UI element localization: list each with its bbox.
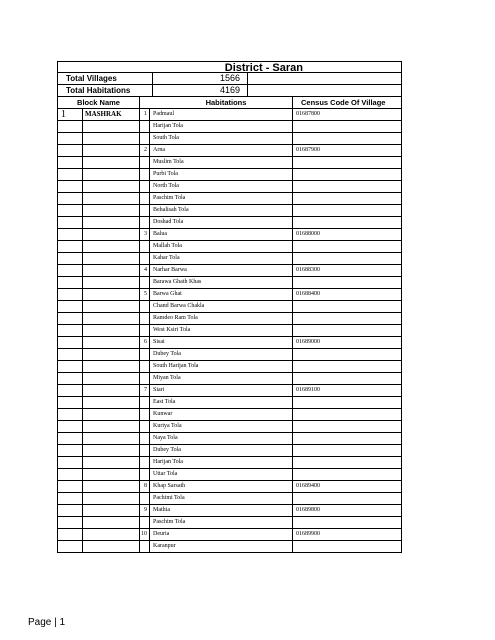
- row-number: [58, 397, 83, 408]
- census-code: 01688000: [296, 231, 320, 237]
- row-number: [58, 373, 83, 384]
- census-code: [293, 313, 401, 324]
- census-code: [293, 493, 401, 504]
- row-number: [58, 313, 83, 324]
- village-number: [140, 169, 150, 180]
- table-row: [57, 385, 402, 397]
- row-number: [58, 361, 83, 372]
- census-code: [293, 181, 401, 192]
- total-villages-label: Total Villages: [58, 73, 153, 84]
- header-block-name: Block Name: [58, 97, 140, 108]
- row-number: [58, 301, 83, 312]
- habitation-name: Behalisah Tola: [150, 205, 293, 216]
- village-number: 10: [140, 529, 150, 540]
- census-code: [293, 409, 401, 420]
- habitation-name: Dubey Tola: [150, 349, 293, 360]
- block-name: [83, 217, 140, 228]
- village-number: 7: [140, 385, 150, 396]
- village-number: [140, 373, 150, 384]
- row-number: [58, 529, 83, 540]
- village-number: [140, 433, 150, 444]
- table-row: [57, 157, 402, 169]
- village-number: [140, 409, 150, 420]
- habitation-table: [57, 61, 402, 553]
- table-row: [57, 121, 402, 133]
- table-body: [57, 109, 402, 553]
- block-name: [83, 253, 140, 264]
- block-name: [83, 325, 140, 336]
- village-number: 8: [140, 481, 150, 492]
- row-number: [58, 517, 83, 528]
- habitation-name: Harijan Tola: [150, 121, 293, 132]
- table-row: [57, 145, 402, 157]
- habitation-name: Ramdeo Ram Tola: [150, 313, 293, 324]
- census-code: [293, 169, 401, 180]
- block-name: [83, 337, 140, 348]
- row-number: [58, 193, 83, 204]
- village-number: 5: [140, 289, 150, 300]
- habitation-name: Karanpur: [150, 541, 293, 552]
- census-code: [293, 517, 401, 528]
- row-number: [58, 133, 83, 144]
- census-code: [293, 205, 401, 216]
- census-code: 01689400: [296, 483, 320, 489]
- census-code: [293, 433, 401, 444]
- total-habitations-value: 4169: [153, 85, 248, 96]
- habitation-name: Narhar Barwa: [150, 265, 293, 276]
- column-header-row: [57, 97, 402, 109]
- habitation-name: Mallah Tola: [150, 241, 293, 252]
- census-code: 01687800: [296, 111, 320, 117]
- census-code: [293, 193, 401, 204]
- table-row: [57, 169, 402, 181]
- village-number: [140, 133, 150, 144]
- census-code: 01689800: [296, 507, 320, 513]
- row-number: [58, 229, 83, 240]
- village-number: 4: [140, 265, 150, 276]
- block-name: [83, 433, 140, 444]
- block-name: [83, 385, 140, 396]
- habitation-name: Sisai: [150, 337, 293, 348]
- village-number: [140, 457, 150, 468]
- village-number: [140, 217, 150, 228]
- block-name: [83, 493, 140, 504]
- row-number: [58, 433, 83, 444]
- village-number: [140, 397, 150, 408]
- row-number: [58, 205, 83, 216]
- row-number: [58, 325, 83, 336]
- block-name: [83, 445, 140, 456]
- row-number: [58, 181, 83, 192]
- census-code: [293, 469, 401, 480]
- table-row: [57, 289, 402, 301]
- table-row: [57, 181, 402, 193]
- block-name: [83, 409, 140, 420]
- row-number: [58, 421, 83, 432]
- table-row: [57, 529, 402, 541]
- habitation-name: East Tola: [150, 397, 293, 408]
- habitation-name: Paschim Tola: [150, 193, 293, 204]
- habitation-name: Purbi Tola: [150, 169, 293, 180]
- summary-row-villages: [57, 73, 402, 85]
- census-code: 01689900: [296, 531, 320, 537]
- census-code: 01689100: [296, 387, 320, 393]
- row-number: 1: [58, 109, 83, 120]
- habitation-name: Paschim Tola: [150, 517, 293, 528]
- table-row: [57, 349, 402, 361]
- row-number: [58, 445, 83, 456]
- village-number: [140, 193, 150, 204]
- header-census-code: Census Code Of Village: [301, 98, 386, 107]
- census-code: [293, 541, 401, 552]
- row-number: [58, 469, 83, 480]
- habitation-name: Kuriya Tola: [150, 421, 293, 432]
- census-code: [293, 397, 401, 408]
- page-footer: Page | 1: [28, 617, 66, 628]
- row-number: [58, 349, 83, 360]
- village-number: [140, 181, 150, 192]
- habitation-name: Pachimi Tola: [150, 493, 293, 504]
- row-number: [58, 493, 83, 504]
- block-name: [83, 157, 140, 168]
- table-row: [57, 301, 402, 313]
- census-code: 01688400: [296, 291, 320, 297]
- block-name: [83, 289, 140, 300]
- habitation-name: Barawa Ghath Khas: [150, 277, 293, 288]
- table-row: [57, 445, 402, 457]
- table-row: [57, 241, 402, 253]
- village-number: [140, 313, 150, 324]
- village-number: [140, 421, 150, 432]
- village-number: 2: [140, 145, 150, 156]
- census-code: [293, 217, 401, 228]
- table-row: [57, 433, 402, 445]
- table-row: [57, 373, 402, 385]
- habitation-name: Dubey Tola: [150, 445, 293, 456]
- census-code: [293, 277, 401, 288]
- village-number: [140, 301, 150, 312]
- table-row: [57, 109, 402, 121]
- census-code: [293, 421, 401, 432]
- village-number: [140, 541, 150, 552]
- block-name: [83, 193, 140, 204]
- table-row: [57, 133, 402, 145]
- table-row: [57, 421, 402, 433]
- habitation-name: Barwa Ghat: [150, 289, 293, 300]
- block-name: [83, 517, 140, 528]
- village-number: [140, 205, 150, 216]
- table-row: [57, 457, 402, 469]
- row-number: [58, 265, 83, 276]
- block-name: [83, 421, 140, 432]
- block-name: [83, 349, 140, 360]
- block-name: [83, 205, 140, 216]
- census-code: [293, 133, 401, 144]
- summary-row-habitations: [57, 85, 402, 97]
- block-name: [83, 133, 140, 144]
- table-row: [57, 277, 402, 289]
- block-name: MASHRAK: [83, 109, 140, 120]
- row-number: [58, 409, 83, 420]
- village-number: 6: [140, 337, 150, 348]
- habitation-name: Kunwar: [150, 409, 293, 420]
- row-number: [58, 157, 83, 168]
- village-number: [140, 277, 150, 288]
- census-code: [293, 241, 401, 252]
- census-code: 01687900: [296, 147, 320, 153]
- habitation-name: Deuria: [150, 529, 293, 540]
- row-number: [58, 457, 83, 468]
- habitation-name: South Harijan Tola: [150, 361, 293, 372]
- table-row: [57, 217, 402, 229]
- table-row: [57, 313, 402, 325]
- row-number: [58, 121, 83, 132]
- village-number: [140, 121, 150, 132]
- table-row: [57, 541, 402, 553]
- row-number: [58, 385, 83, 396]
- village-number: [140, 493, 150, 504]
- village-number: 9: [140, 505, 150, 516]
- census-code: [293, 301, 401, 312]
- habitation-name: Miyan Tola: [150, 373, 293, 384]
- block-name: [83, 457, 140, 468]
- block-name: [83, 481, 140, 492]
- table-row: [57, 337, 402, 349]
- habitation-name: North Tola: [150, 181, 293, 192]
- table-row: [57, 253, 402, 265]
- habitation-name: Mathia: [150, 505, 293, 516]
- census-code: [293, 457, 401, 468]
- block-name: [83, 181, 140, 192]
- table-row: [57, 505, 402, 517]
- title-row: [57, 61, 402, 73]
- habitation-name: South Tola: [150, 133, 293, 144]
- table-row: [57, 469, 402, 481]
- habitation-name: Arna: [150, 145, 293, 156]
- block-name: [83, 229, 140, 240]
- block-name: [83, 361, 140, 372]
- block-name: [83, 241, 140, 252]
- census-code: 01689000: [296, 339, 320, 345]
- table-row: [57, 205, 402, 217]
- row-number: [58, 337, 83, 348]
- row-number: [58, 277, 83, 288]
- village-number: 3: [140, 229, 150, 240]
- village-number: [140, 157, 150, 168]
- district-title: District - Saran: [224, 62, 303, 72]
- census-code: [293, 361, 401, 372]
- block-name: [83, 529, 140, 540]
- census-code: [293, 349, 401, 360]
- census-code: 01688300: [296, 267, 320, 273]
- table-row: [57, 493, 402, 505]
- habitation-name: Kahar Tola: [150, 253, 293, 264]
- row-number: [58, 505, 83, 516]
- village-number: 1: [140, 109, 150, 120]
- village-number: [140, 469, 150, 480]
- census-code: [293, 445, 401, 456]
- block-name: [83, 145, 140, 156]
- total-habitations-label: Total Habitations: [58, 85, 153, 96]
- block-name: [83, 505, 140, 516]
- habitation-name: Khap Sarsath: [150, 481, 293, 492]
- village-number: [140, 349, 150, 360]
- row-number: [58, 169, 83, 180]
- census-code: [293, 253, 401, 264]
- habitation-name: Chand Barwa Chakla: [150, 301, 293, 312]
- header-habitations: Habitations: [140, 97, 293, 108]
- table-row: [57, 481, 402, 493]
- table-row: [57, 193, 402, 205]
- habitation-name: Padmaul: [150, 109, 293, 120]
- block-name: [83, 301, 140, 312]
- row-number: [58, 481, 83, 492]
- row-number: [58, 253, 83, 264]
- table-row: [57, 265, 402, 277]
- block-name: [83, 469, 140, 480]
- block-name: [83, 265, 140, 276]
- row-number: [58, 145, 83, 156]
- habitation-name: Doshad Tola: [150, 217, 293, 228]
- total-villages-value: 1566: [153, 73, 248, 84]
- row-number: [58, 541, 83, 552]
- census-code: [293, 121, 401, 132]
- block-name: [83, 541, 140, 552]
- table-row: [57, 325, 402, 337]
- village-number: [140, 361, 150, 372]
- census-code: [293, 325, 401, 336]
- village-number: [140, 325, 150, 336]
- habitation-name: West Ksiri Tola: [150, 325, 293, 336]
- row-number: [58, 217, 83, 228]
- village-number: [140, 253, 150, 264]
- block-name: [83, 313, 140, 324]
- table-row: [57, 409, 402, 421]
- block-name: [83, 277, 140, 288]
- census-code: [293, 157, 401, 168]
- table-row: [57, 397, 402, 409]
- habitation-name: Uttar Tola: [150, 469, 293, 480]
- table-row: [57, 517, 402, 529]
- table-row: [57, 361, 402, 373]
- habitation-name: Siari: [150, 385, 293, 396]
- block-name: [83, 397, 140, 408]
- village-number: [140, 517, 150, 528]
- habitation-name: Harijan Tola: [150, 457, 293, 468]
- village-number: [140, 241, 150, 252]
- habitation-name: Balua: [150, 229, 293, 240]
- census-code: [293, 373, 401, 384]
- habitation-name: Muslim Tola: [150, 157, 293, 168]
- block-name: [83, 373, 140, 384]
- row-number: [58, 241, 83, 252]
- table-row: [57, 229, 402, 241]
- block-name: [83, 169, 140, 180]
- row-number: [58, 289, 83, 300]
- habitation-name: Naya Tola: [150, 433, 293, 444]
- block-name: [83, 121, 140, 132]
- village-number: [140, 445, 150, 456]
